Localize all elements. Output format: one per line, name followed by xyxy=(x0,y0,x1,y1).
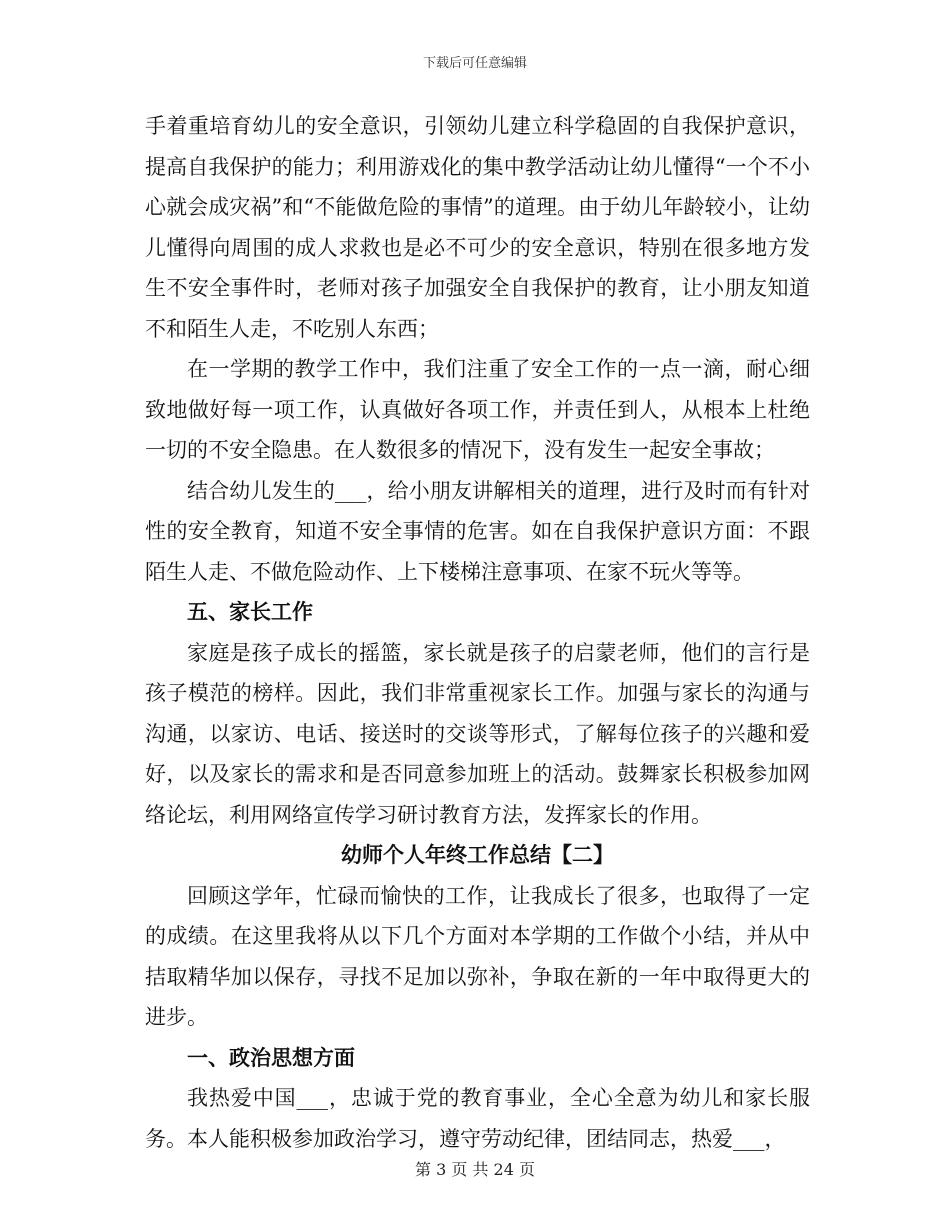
paragraph-semester-safety: 在一学期的教学工作中，我们注重了安全工作的一点一滴，耐心细致地做好每一项工作，认真做好各项工作，并责任到人，从根本上杜绝一切的不安全隐患。在人数很多的情况下，没有发生一起安全事故； xyxy=(145,357,810,462)
page-header: 下载后可任意编辑 xyxy=(422,56,527,71)
section-heading-parents-work: 五、家长工作 xyxy=(187,599,313,624)
paragraph-year-review: 回顾这学年，忙碌而愉快的工作，让我成长了很多，也取得了一定的成绩。在这里我将从以下几个方面对本学期的工作做个小结，并从中拮取精华加以保存，寻找不足加以弥补，争取在新的一年中取得更大的进步。 xyxy=(145,883,810,1029)
document-title-part-two: 幼师个人年终工作总结【二】 xyxy=(341,842,614,867)
paragraph-safety-education: 结合幼儿发生的___，给小朋友讲解相关的道理，进行及时而有针对性的安全教育，知道不安全事情的危害。如在自我保护意识方面：不跟陌生人走、不做危险动作、上下楼梯注意事项、在家不玩火等等。 xyxy=(145,478,810,584)
page-number-footer: 第 3 页 共 24 页 xyxy=(415,1160,535,1179)
paragraph-safety-awareness: 手着重培育幼儿的安全意识，引领幼儿建立科学稳固的自我保护意识，提高自我保护的能力；利用游戏化的集中教学活动让幼儿懂得“一个不小心就会成灾祸”和“不能做危险的事情”的道理。由于幼儿年龄较小，让幼儿懂得向周围的成人求救也是必不可少的安全意识，特别在很多地方发生不安全事件时，老师对孩子加强安全自我保护的教育，让小朋友知道不和陌生人走，不吃别人东西； xyxy=(145,114,810,341)
paragraph-parents-work: 家庭是孩子成长的摇篮，家长就是孩子的启蒙老师，他们的言行是孩子模范的榜样。因此，我们非常重视家长工作。加强与家长的沟通与沟通，以家访、电话、接送时的交谈等形式，了解每位孩子的兴趣和爱好，以及家长的需求和是否同意参加班上的活动。鼓舞家长积极参加网络论坛，利用网络宣传学习研讨教育方法，发挥家长的作用。 xyxy=(145,640,810,827)
paragraph-political-thought: 我热爱中国___，忠诚于党的教育事业，全心全意为幼儿和家长服务。本人能积极参加政治学习，遵守劳动纪律，团结同志，热爱___， xyxy=(145,1086,810,1151)
section-heading-political-thought: 一、政治思想方面 xyxy=(187,1044,355,1070)
document-body xyxy=(145,106,810,1159)
